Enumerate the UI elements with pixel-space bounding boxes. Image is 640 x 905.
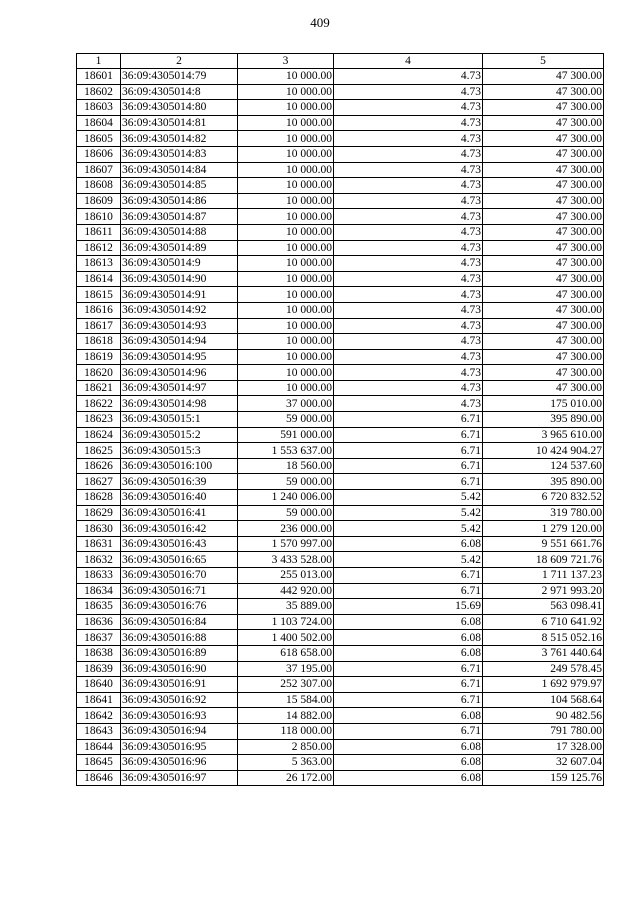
area-cell: 59 000.00 <box>238 474 334 490</box>
row-number-cell: 18603 <box>77 100 121 116</box>
value-cell: 47 300.00 <box>483 240 604 256</box>
rate-cell: 6.08 <box>334 755 483 771</box>
row-number-cell: 18635 <box>77 599 121 615</box>
rate-cell: 4.73 <box>334 224 483 240</box>
table-row <box>77 536 604 552</box>
table-row <box>77 645 604 661</box>
rate-cell: 4.73 <box>334 84 483 100</box>
cadastral-number-cell: 36:09:4305016:39 <box>121 474 238 490</box>
rate-cell: 6.08 <box>334 614 483 630</box>
table-row <box>77 755 604 771</box>
table-row <box>77 302 604 318</box>
rate-cell: 6.08 <box>334 536 483 552</box>
rate-cell: 6.71 <box>334 583 483 599</box>
cadastral-number-cell: 36:09:4305016:100 <box>121 458 238 474</box>
table-row <box>77 739 604 755</box>
table-row <box>77 474 604 490</box>
value-cell: 47 300.00 <box>483 178 604 194</box>
cadastral-number-cell: 36:09:4305014:86 <box>121 193 238 209</box>
row-number-cell: 18637 <box>77 630 121 646</box>
cadastral-number-cell: 36:09:4305016:41 <box>121 505 238 521</box>
row-number-cell: 18621 <box>77 380 121 396</box>
column-header: 3 <box>238 54 334 69</box>
rate-cell: 6.71 <box>334 427 483 443</box>
row-number-cell: 18601 <box>77 69 121 85</box>
cadastral-number-cell: 36:09:4305014:82 <box>121 131 238 147</box>
area-cell: 1 570 997.00 <box>238 536 334 552</box>
rate-cell: 4.73 <box>334 380 483 396</box>
rate-cell: 4.73 <box>334 302 483 318</box>
area-cell: 591 000.00 <box>238 427 334 443</box>
column-header: 1 <box>77 54 121 69</box>
row-number-cell: 18602 <box>77 84 121 100</box>
rate-cell: 5.42 <box>334 505 483 521</box>
value-cell: 563 098.41 <box>483 599 604 615</box>
table-row <box>77 380 604 396</box>
value-cell: 47 300.00 <box>483 334 604 350</box>
value-cell: 47 300.00 <box>483 162 604 178</box>
table-row <box>77 396 604 412</box>
value-cell: 6 710 641.92 <box>483 614 604 630</box>
area-cell: 10 000.00 <box>238 240 334 256</box>
value-cell: 3 965 610.00 <box>483 427 604 443</box>
table-row <box>77 193 604 209</box>
cadastral-number-cell: 36:09:4305014:90 <box>121 271 238 287</box>
value-cell: 47 300.00 <box>483 256 604 272</box>
area-cell: 10 000.00 <box>238 271 334 287</box>
area-cell: 10 000.00 <box>238 287 334 303</box>
cadastral-number-cell: 36:09:4305016:96 <box>121 755 238 771</box>
row-number-cell: 18617 <box>77 318 121 334</box>
row-number-cell: 18629 <box>77 505 121 521</box>
row-number-cell: 18627 <box>77 474 121 490</box>
value-cell: 1 279 120.00 <box>483 521 604 537</box>
table-row <box>77 115 604 131</box>
cadastral-number-cell: 36:09:4305014:98 <box>121 396 238 412</box>
rate-cell: 5.42 <box>334 490 483 506</box>
table-row <box>77 614 604 630</box>
row-number-cell: 18612 <box>77 240 121 256</box>
row-number-cell: 18634 <box>77 583 121 599</box>
cadastral-number-cell: 36:09:4305014:91 <box>121 287 238 303</box>
area-cell: 37 000.00 <box>238 396 334 412</box>
rate-cell: 4.73 <box>334 209 483 225</box>
table-row <box>77 427 604 443</box>
value-cell: 18 609 721.76 <box>483 552 604 568</box>
table-row <box>77 146 604 162</box>
rate-cell: 4.73 <box>334 240 483 256</box>
area-cell: 10 000.00 <box>238 380 334 396</box>
rate-cell: 6.71 <box>334 723 483 739</box>
area-cell: 10 000.00 <box>238 162 334 178</box>
area-cell: 10 000.00 <box>238 302 334 318</box>
area-cell: 10 000.00 <box>238 115 334 131</box>
column-header: 4 <box>334 54 483 69</box>
cadastral-number-cell: 36:09:4305016:94 <box>121 723 238 739</box>
table-row <box>77 318 604 334</box>
row-number-cell: 18624 <box>77 427 121 443</box>
value-cell: 10 424 904.27 <box>483 443 604 459</box>
value-cell: 1 692 979.97 <box>483 677 604 693</box>
cadastral-value-table <box>76 53 604 786</box>
area-cell: 59 000.00 <box>238 505 334 521</box>
value-cell: 47 300.00 <box>483 365 604 381</box>
cadastral-number-cell: 36:09:4305016:95 <box>121 739 238 755</box>
cadastral-number-cell: 36:09:4305016:43 <box>121 536 238 552</box>
cadastral-number-cell: 36:09:4305015:3 <box>121 443 238 459</box>
value-cell: 1 711 137.23 <box>483 568 604 584</box>
table-row <box>77 131 604 147</box>
value-cell: 47 300.00 <box>483 193 604 209</box>
column-header: 2 <box>121 54 238 69</box>
area-cell: 442 920.00 <box>238 583 334 599</box>
value-cell: 9 551 661.76 <box>483 536 604 552</box>
cadastral-number-cell: 36:09:4305016:76 <box>121 599 238 615</box>
table-row <box>77 365 604 381</box>
table-row <box>77 630 604 646</box>
table-row <box>77 287 604 303</box>
value-cell: 47 300.00 <box>483 100 604 116</box>
area-cell: 255 013.00 <box>238 568 334 584</box>
value-cell: 47 300.00 <box>483 84 604 100</box>
table-row <box>77 505 604 521</box>
value-cell: 47 300.00 <box>483 318 604 334</box>
cadastral-number-cell: 36:09:4305014:93 <box>121 318 238 334</box>
area-cell: 252 307.00 <box>238 677 334 693</box>
cadastral-number-cell: 36:09:4305015:1 <box>121 412 238 428</box>
value-cell: 6 720 832.52 <box>483 490 604 506</box>
table-row <box>77 552 604 568</box>
rate-cell: 6.71 <box>334 412 483 428</box>
area-cell: 26 172.00 <box>238 770 334 786</box>
cadastral-number-cell: 36:09:4305014:83 <box>121 146 238 162</box>
value-cell: 2 971 993.20 <box>483 583 604 599</box>
value-cell: 32 607.04 <box>483 755 604 771</box>
value-cell: 104 568.64 <box>483 692 604 708</box>
row-number-cell: 18638 <box>77 645 121 661</box>
cadastral-number-cell: 36:09:4305016:92 <box>121 692 238 708</box>
cadastral-number-cell: 36:09:4305016:71 <box>121 583 238 599</box>
row-number-cell: 18639 <box>77 661 121 677</box>
table-row <box>77 458 604 474</box>
value-cell: 47 300.00 <box>483 209 604 225</box>
row-number-cell: 18608 <box>77 178 121 194</box>
rate-cell: 4.73 <box>334 193 483 209</box>
table-row <box>77 412 604 428</box>
cadastral-number-cell: 36:09:4305016:88 <box>121 630 238 646</box>
rate-cell: 4.73 <box>334 287 483 303</box>
area-cell: 10 000.00 <box>238 178 334 194</box>
table-row <box>77 334 604 350</box>
area-cell: 10 000.00 <box>238 193 334 209</box>
value-cell: 90 482.56 <box>483 708 604 724</box>
area-cell: 1 553 637.00 <box>238 443 334 459</box>
value-cell: 249 578.45 <box>483 661 604 677</box>
rate-cell: 4.73 <box>334 146 483 162</box>
value-cell: 124 537.60 <box>483 458 604 474</box>
rate-cell: 4.73 <box>334 271 483 287</box>
table-row <box>77 583 604 599</box>
value-cell: 175 010.00 <box>483 396 604 412</box>
value-cell: 47 300.00 <box>483 69 604 85</box>
area-cell: 10 000.00 <box>238 224 334 240</box>
table-row <box>77 599 604 615</box>
row-number-cell: 18643 <box>77 723 121 739</box>
cadastral-number-cell: 36:09:4305014:8 <box>121 84 238 100</box>
area-cell: 1 103 724.00 <box>238 614 334 630</box>
cadastral-number-cell: 36:09:4305016:89 <box>121 645 238 661</box>
area-cell: 2 850.00 <box>238 739 334 755</box>
row-number-cell: 18619 <box>77 349 121 365</box>
rate-cell: 6.08 <box>334 630 483 646</box>
row-number-cell: 18609 <box>77 193 121 209</box>
rate-cell: 6.71 <box>334 677 483 693</box>
rate-cell: 6.71 <box>334 458 483 474</box>
area-cell: 118 000.00 <box>238 723 334 739</box>
area-cell: 10 000.00 <box>238 146 334 162</box>
row-number-cell: 18623 <box>77 412 121 428</box>
row-number-cell: 18622 <box>77 396 121 412</box>
table-row <box>77 443 604 459</box>
cadastral-number-cell: 36:09:4305014:88 <box>121 224 238 240</box>
cadastral-number-cell: 36:09:4305014:87 <box>121 209 238 225</box>
row-number-cell: 18636 <box>77 614 121 630</box>
cadastral-number-cell: 36:09:4305014:80 <box>121 100 238 116</box>
page-number: 409 <box>310 15 330 30</box>
rate-cell: 4.73 <box>334 318 483 334</box>
cadastral-number-cell: 36:09:4305014:94 <box>121 334 238 350</box>
table-row <box>77 209 604 225</box>
rate-cell: 4.73 <box>334 131 483 147</box>
value-cell: 159 125.76 <box>483 770 604 786</box>
area-cell: 15 584.00 <box>238 692 334 708</box>
value-cell: 47 300.00 <box>483 131 604 147</box>
rate-cell: 5.42 <box>334 521 483 537</box>
table-row <box>77 349 604 365</box>
value-cell: 47 300.00 <box>483 287 604 303</box>
table-row <box>77 677 604 693</box>
area-cell: 10 000.00 <box>238 209 334 225</box>
row-number-cell: 18641 <box>77 692 121 708</box>
value-cell: 395 890.00 <box>483 412 604 428</box>
rate-cell: 6.71 <box>334 474 483 490</box>
area-cell: 5 363.00 <box>238 755 334 771</box>
table-row <box>77 100 604 116</box>
cadastral-number-cell: 36:09:4305014:95 <box>121 349 238 365</box>
row-number-cell: 18642 <box>77 708 121 724</box>
cadastral-number-cell: 36:09:4305016:65 <box>121 552 238 568</box>
table-row <box>77 271 604 287</box>
row-number-cell: 18626 <box>77 458 121 474</box>
cadastral-number-cell: 36:09:4305014:85 <box>121 178 238 194</box>
rate-cell: 6.71 <box>334 443 483 459</box>
value-cell: 3 761 440.64 <box>483 645 604 661</box>
value-cell: 395 890.00 <box>483 474 604 490</box>
row-number-cell: 18615 <box>77 287 121 303</box>
value-cell: 47 300.00 <box>483 380 604 396</box>
table-row <box>77 256 604 272</box>
row-number-cell: 18613 <box>77 256 121 272</box>
row-number-cell: 18645 <box>77 755 121 771</box>
row-number-cell: 18644 <box>77 739 121 755</box>
row-number-cell: 18605 <box>77 131 121 147</box>
area-cell: 10 000.00 <box>238 365 334 381</box>
value-cell: 47 300.00 <box>483 146 604 162</box>
table-row <box>77 69 604 85</box>
row-number-cell: 18630 <box>77 521 121 537</box>
row-number-cell: 18614 <box>77 271 121 287</box>
cadastral-number-cell: 36:09:4305016:42 <box>121 521 238 537</box>
table-row <box>77 224 604 240</box>
area-cell: 18 560.00 <box>238 458 334 474</box>
rate-cell: 4.73 <box>334 178 483 194</box>
row-number-cell: 18616 <box>77 302 121 318</box>
column-header: 5 <box>483 54 604 69</box>
value-cell: 17 328.00 <box>483 739 604 755</box>
cadastral-number-cell: 36:09:4305016:91 <box>121 677 238 693</box>
row-number-cell: 18610 <box>77 209 121 225</box>
rate-cell: 4.73 <box>334 334 483 350</box>
table-row <box>77 708 604 724</box>
area-cell: 10 000.00 <box>238 131 334 147</box>
area-cell: 10 000.00 <box>238 100 334 116</box>
rate-cell: 15.69 <box>334 599 483 615</box>
rate-cell: 4.73 <box>334 100 483 116</box>
area-cell: 10 000.00 <box>238 349 334 365</box>
rate-cell: 6.71 <box>334 661 483 677</box>
area-cell: 10 000.00 <box>238 69 334 85</box>
area-cell: 14 882.00 <box>238 708 334 724</box>
area-cell: 37 195.00 <box>238 661 334 677</box>
value-cell: 319 780.00 <box>483 505 604 521</box>
cadastral-number-cell: 36:09:4305016:93 <box>121 708 238 724</box>
cadastral-number-cell: 36:09:4305014:89 <box>121 240 238 256</box>
row-number-cell: 18625 <box>77 443 121 459</box>
area-cell: 59 000.00 <box>238 412 334 428</box>
row-number-cell: 18628 <box>77 490 121 506</box>
row-number-cell: 18604 <box>77 115 121 131</box>
rate-cell: 6.71 <box>334 692 483 708</box>
row-number-cell: 18631 <box>77 536 121 552</box>
value-cell: 47 300.00 <box>483 349 604 365</box>
cadastral-number-cell: 36:09:4305016:97 <box>121 770 238 786</box>
row-number-cell: 18632 <box>77 552 121 568</box>
rate-cell: 4.73 <box>334 115 483 131</box>
area-cell: 10 000.00 <box>238 256 334 272</box>
row-number-cell: 18618 <box>77 334 121 350</box>
table-row <box>77 661 604 677</box>
rate-cell: 6.08 <box>334 645 483 661</box>
cadastral-number-cell: 36:09:4305014:84 <box>121 162 238 178</box>
table-row <box>77 770 604 786</box>
rate-cell: 4.73 <box>334 162 483 178</box>
area-cell: 10 000.00 <box>238 84 334 100</box>
cadastral-number-cell: 36:09:4305014:79 <box>121 69 238 85</box>
rate-cell: 5.42 <box>334 552 483 568</box>
cadastral-number-cell: 36:09:4305014:97 <box>121 380 238 396</box>
value-cell: 47 300.00 <box>483 271 604 287</box>
rate-cell: 4.73 <box>334 349 483 365</box>
table-row <box>77 162 604 178</box>
row-number-cell: 18611 <box>77 224 121 240</box>
row-number-cell: 18607 <box>77 162 121 178</box>
rate-cell: 6.08 <box>334 770 483 786</box>
value-cell: 791 780.00 <box>483 723 604 739</box>
cadastral-number-cell: 36:09:4305016:70 <box>121 568 238 584</box>
table-row <box>77 490 604 506</box>
rate-cell: 6.08 <box>334 708 483 724</box>
rate-cell: 4.73 <box>334 256 483 272</box>
table-row <box>77 521 604 537</box>
value-cell: 47 300.00 <box>483 302 604 318</box>
cadastral-number-cell: 36:09:4305014:92 <box>121 302 238 318</box>
table-row <box>77 692 604 708</box>
area-cell: 35 889.00 <box>238 599 334 615</box>
value-cell: 47 300.00 <box>483 115 604 131</box>
value-cell: 8 515 052.16 <box>483 630 604 646</box>
cadastral-number-cell: 36:09:4305016:90 <box>121 661 238 677</box>
area-cell: 1 240 006.00 <box>238 490 334 506</box>
rate-cell: 6.08 <box>334 739 483 755</box>
cadastral-number-cell: 36:09:4305016:84 <box>121 614 238 630</box>
cadastral-number-cell: 36:09:4305014:96 <box>121 365 238 381</box>
cadastral-number-cell: 36:09:4305014:9 <box>121 256 238 272</box>
rate-cell: 4.73 <box>334 69 483 85</box>
row-number-cell: 18646 <box>77 770 121 786</box>
area-cell: 3 433 528.00 <box>238 552 334 568</box>
rate-cell: 4.73 <box>334 365 483 381</box>
table-row <box>77 240 604 256</box>
area-cell: 10 000.00 <box>238 334 334 350</box>
cadastral-number-cell: 36:09:4305016:40 <box>121 490 238 506</box>
table-row <box>77 568 604 584</box>
table-row <box>77 84 604 100</box>
row-number-cell: 18606 <box>77 146 121 162</box>
cadastral-number-cell: 36:09:4305015:2 <box>121 427 238 443</box>
area-cell: 1 400 502.00 <box>238 630 334 646</box>
table-row <box>77 723 604 739</box>
value-cell: 47 300.00 <box>483 224 604 240</box>
table-header-row <box>77 54 604 69</box>
table-row <box>77 178 604 194</box>
row-number-cell: 18633 <box>77 568 121 584</box>
area-cell: 618 658.00 <box>238 645 334 661</box>
row-number-cell: 18620 <box>77 365 121 381</box>
cadastral-number-cell: 36:09:4305014:81 <box>121 115 238 131</box>
area-cell: 236 000.00 <box>238 521 334 537</box>
rate-cell: 6.71 <box>334 568 483 584</box>
area-cell: 10 000.00 <box>238 318 334 334</box>
rate-cell: 4.73 <box>334 396 483 412</box>
row-number-cell: 18640 <box>77 677 121 693</box>
